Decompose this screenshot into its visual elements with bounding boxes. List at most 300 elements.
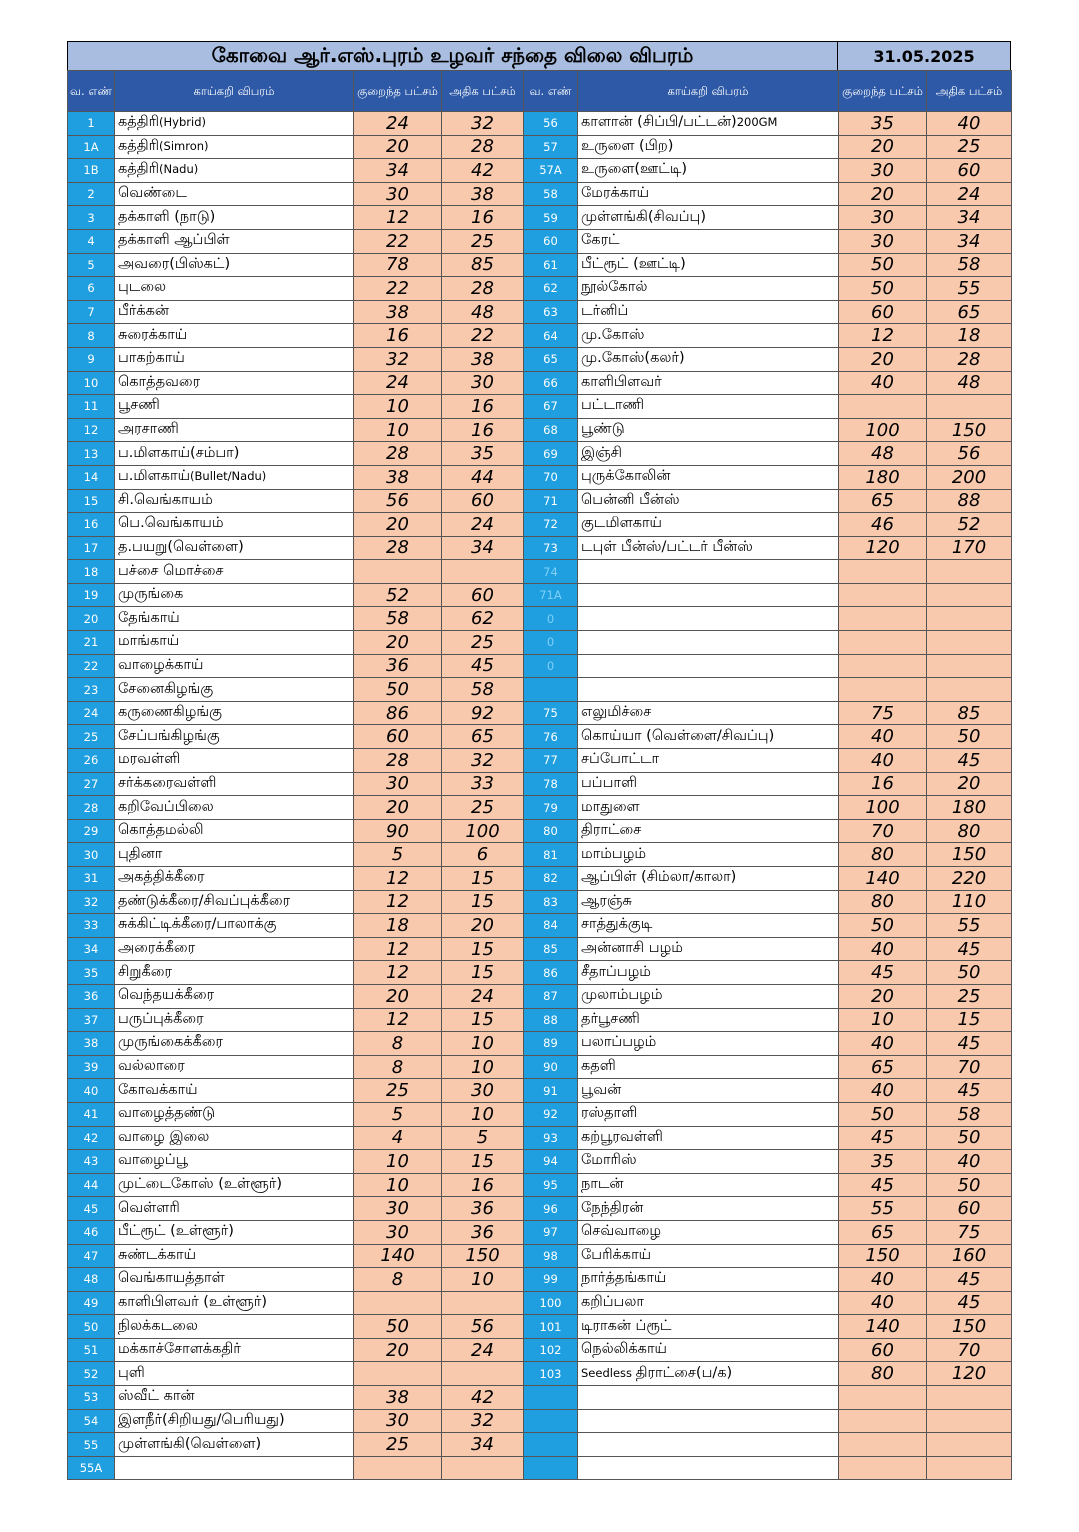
cell-text: வாழைப்பூ — [118, 1152, 188, 1169]
item-name — [578, 560, 839, 584]
cell-text: 30 — [386, 1198, 409, 1220]
min-price — [354, 465, 442, 489]
cell-text: ஆப்பிள் (சிம்லா/காலா) — [581, 869, 737, 886]
max-price — [442, 1315, 524, 1339]
item-name — [115, 347, 354, 371]
item-name — [115, 678, 354, 702]
serial-number — [524, 1079, 578, 1103]
max-price — [442, 867, 524, 891]
cell-text: 55 — [871, 1198, 894, 1220]
cell-text: 10 — [471, 1103, 494, 1125]
item-name — [115, 112, 354, 136]
item-name — [578, 112, 839, 136]
cell-text: 170 — [951, 537, 987, 559]
max-price — [442, 135, 524, 159]
max-price — [442, 819, 524, 843]
max-price — [442, 890, 524, 914]
item-name — [578, 937, 839, 961]
cell-text: நூல்கோல் — [581, 279, 648, 296]
cell-text: சர்க்கரைவள்ளி — [118, 774, 217, 791]
max-price — [442, 1032, 524, 1056]
table-row — [68, 1126, 1012, 1150]
table-row — [68, 654, 1012, 678]
cell-text: 150 — [951, 419, 987, 441]
cell-text: 80 — [871, 891, 894, 913]
cell-text: 55A — [79, 1461, 103, 1476]
item-name — [115, 465, 354, 489]
cell-text: 57 — [543, 139, 558, 154]
cell-text: 48 — [471, 301, 494, 323]
cell-text: 22 — [83, 658, 99, 673]
min-price — [839, 961, 927, 985]
table-row — [68, 324, 1012, 348]
cell-text: முள்ளங்கி(சிவப்பு) — [581, 208, 706, 225]
min-price — [354, 914, 442, 938]
cell-text: 50 — [871, 914, 894, 936]
min-price — [839, 1102, 927, 1126]
min-price — [354, 1456, 442, 1480]
cell-text: 86 — [543, 965, 558, 980]
cell-text: 92 — [543, 1107, 558, 1122]
serial-number — [524, 1032, 578, 1056]
max-price — [927, 654, 1012, 678]
cell-text: சுக்கிட்டிக்கீரை/பாலாக்கு — [118, 916, 277, 933]
serial-number — [68, 1126, 115, 1150]
min-price — [354, 1032, 442, 1056]
cell-text: புருக்கோலின் — [581, 468, 671, 485]
cell-text: 200 — [951, 466, 987, 488]
serial-number — [68, 843, 115, 867]
max-price — [927, 277, 1012, 301]
table-row — [68, 1102, 1012, 1126]
item-name — [578, 914, 839, 938]
serial-number — [524, 937, 578, 961]
cell-text: ப.மிளகாய் — [118, 468, 191, 485]
serial-number — [68, 513, 115, 537]
cell-text: 60 — [386, 726, 409, 748]
max-price — [927, 1032, 1012, 1056]
serial-number — [68, 772, 115, 796]
item-name — [115, 867, 354, 891]
serial-number — [68, 725, 115, 749]
cell-text: வாழைத்தண்டு — [118, 1105, 216, 1122]
table-row — [68, 347, 1012, 371]
cell-text: 0 — [546, 635, 555, 650]
table-row — [68, 182, 1012, 206]
min-price — [839, 1362, 927, 1386]
cell-text: 25 — [83, 729, 99, 744]
serial-number — [68, 465, 115, 489]
cell-text: 16 — [871, 773, 894, 795]
max-price — [442, 159, 524, 183]
cell-text: 65 — [543, 352, 558, 367]
serial-number — [68, 654, 115, 678]
cell-text: 40 — [957, 112, 981, 134]
cell-text: 20 — [871, 985, 894, 1007]
cell-text: பீர்க்கன் — [118, 303, 169, 320]
cell-text: 65 — [957, 301, 981, 323]
item-name — [578, 347, 839, 371]
cell-text: 45 — [957, 938, 981, 960]
item-name — [578, 536, 839, 560]
cell-text: 20 — [386, 797, 409, 819]
table-row — [68, 489, 1012, 513]
cell-text: நாடன் — [581, 1176, 624, 1193]
cell-text: 60 — [471, 584, 494, 606]
cell-text: 5 — [87, 257, 95, 272]
min-price — [354, 489, 442, 513]
min-price — [839, 678, 927, 702]
max-price — [927, 1338, 1012, 1362]
min-price — [354, 725, 442, 749]
serial-number — [524, 229, 578, 253]
cell-text: 82 — [543, 871, 558, 886]
min-price — [839, 206, 927, 230]
cell-text: நெல்லிக்காய் — [581, 1341, 667, 1358]
cell-text: 44 — [471, 466, 494, 488]
cell-text: 100 — [539, 1295, 562, 1310]
max-price — [927, 442, 1012, 466]
cell-text: 30 — [871, 159, 894, 181]
min-price — [354, 300, 442, 324]
table-row — [68, 890, 1012, 914]
item-name — [115, 1055, 354, 1079]
cell-text: அரைக்கீரை — [118, 940, 196, 957]
table-row — [68, 631, 1012, 655]
cell-text: 10 — [386, 1174, 409, 1196]
cell-text: மு.கோஸ் — [581, 326, 645, 343]
cell-text: 12 — [83, 423, 99, 438]
cell-text: 70 — [957, 1339, 981, 1361]
cell-text: 20 — [871, 183, 894, 205]
table-row — [68, 395, 1012, 419]
serial-number — [68, 300, 115, 324]
cell-text: 34 — [957, 207, 981, 229]
cell-text: 38 — [471, 348, 494, 370]
min-price — [839, 1338, 927, 1362]
cell-text: 100 — [465, 820, 500, 842]
cell-text: 40 — [83, 1083, 99, 1098]
serial-number — [68, 1079, 115, 1103]
header-sno: வ. எண் — [524, 71, 578, 112]
cell-text: மக்காச்சோளக்கதிர் — [118, 1341, 241, 1358]
table-row — [68, 536, 1012, 560]
serial-number — [68, 631, 115, 655]
cell-text: 16 — [386, 325, 409, 347]
serial-number — [68, 324, 115, 348]
max-price — [442, 1338, 524, 1362]
min-price — [839, 112, 927, 136]
cell-text: 10 — [471, 1056, 494, 1078]
item-name — [115, 513, 354, 537]
cell-text: 79 — [543, 800, 558, 815]
min-price — [354, 1197, 442, 1221]
item-name — [578, 631, 839, 655]
cell-text: 45 — [871, 962, 894, 984]
max-price — [927, 772, 1012, 796]
table-row — [68, 1197, 1012, 1221]
item-name — [578, 1315, 839, 1339]
cell-text: 15 — [471, 1009, 494, 1031]
cell-text: 67 — [543, 399, 558, 414]
cell-text: 38 — [471, 183, 494, 205]
cell-text: 62 — [543, 281, 558, 296]
cell-text: 28 — [471, 277, 494, 299]
cell-text: 30 — [471, 372, 494, 394]
cell-text: 6 — [476, 844, 489, 866]
max-price — [442, 583, 524, 607]
header-max: அதிக பட்சம் — [927, 71, 1012, 112]
max-price — [927, 1173, 1012, 1197]
cell-text: 58 — [386, 608, 409, 630]
title-bar — [67, 41, 1011, 70]
cell-text: 10 — [471, 1032, 494, 1054]
max-price — [927, 867, 1012, 891]
item-name — [578, 678, 839, 702]
cell-text: 98 — [543, 1248, 558, 1263]
cell-text: 30 — [386, 183, 409, 205]
cell-text: 70 — [543, 470, 558, 485]
cell-text: 20 — [386, 513, 409, 535]
cell-text: 25 — [957, 985, 981, 1007]
min-price — [839, 607, 927, 631]
cell-text: புடலை — [118, 279, 167, 296]
max-price — [927, 984, 1012, 1008]
min-price — [839, 395, 927, 419]
serial-number — [68, 1008, 115, 1032]
cell-text: கத்திரி — [118, 161, 160, 178]
table-row — [68, 229, 1012, 253]
cell-text: 32 — [471, 112, 494, 134]
item-name — [115, 135, 354, 159]
max-price — [442, 1197, 524, 1221]
cell-text: 65 — [471, 726, 494, 748]
item-name — [115, 1338, 354, 1362]
item-name — [578, 324, 839, 348]
table-row — [68, 1362, 1012, 1386]
table-row — [68, 1268, 1012, 1292]
item-note: (Hybrid) — [159, 115, 206, 130]
item-name — [115, 536, 354, 560]
cell-text: 45 — [957, 1080, 981, 1102]
item-name — [578, 135, 839, 159]
cell-text: 140 — [865, 1316, 900, 1338]
serial-number — [524, 253, 578, 277]
max-price — [442, 1362, 524, 1386]
item-note: (Bullet/Nadu) — [190, 469, 267, 484]
max-price — [927, 253, 1012, 277]
min-price — [354, 890, 442, 914]
cell-text: திராட்சை(ப/க) — [635, 1364, 733, 1381]
cell-text: பீட்ரூட் (ஊட்டி) — [581, 255, 686, 272]
item-name — [578, 1244, 839, 1268]
max-price — [927, 1008, 1012, 1032]
serial-number — [524, 560, 578, 584]
cell-text: மு.கோஸ்(கலர்) — [581, 350, 685, 367]
cell-text: காளிபிளவர் (உள்ளூர்) — [118, 1293, 268, 1310]
cell-text: 160 — [951, 1245, 987, 1267]
cell-text: கறிப்பலா — [581, 1293, 644, 1310]
cell-text: முலாம்பழம் — [581, 987, 663, 1004]
item-name — [115, 984, 354, 1008]
cell-text: 45 — [871, 1127, 894, 1149]
cell-text: மாதுளை — [581, 798, 640, 815]
item-name — [578, 701, 839, 725]
serial-number — [524, 442, 578, 466]
min-price — [354, 324, 442, 348]
serial-number — [524, 1150, 578, 1174]
max-price — [442, 984, 524, 1008]
serial-number — [68, 182, 115, 206]
cell-text: வல்லாரை — [118, 1058, 185, 1075]
table-row — [68, 607, 1012, 631]
serial-number — [68, 1315, 115, 1339]
cell-text: 44 — [83, 1178, 99, 1193]
item-name — [115, 583, 354, 607]
serial-number — [68, 1173, 115, 1197]
serial-number — [524, 1291, 578, 1315]
table-row — [68, 1079, 1012, 1103]
serial-number — [68, 1032, 115, 1056]
cell-text: 20 — [871, 136, 894, 158]
cell-text: 120 — [951, 1363, 987, 1385]
cell-text: 15 — [471, 867, 494, 889]
serial-number — [68, 749, 115, 773]
cell-text: 80 — [871, 1363, 894, 1385]
max-price — [442, 324, 524, 348]
cell-text: 35 — [471, 443, 494, 465]
serial-number — [68, 1055, 115, 1079]
max-price — [442, 229, 524, 253]
min-price — [354, 277, 442, 301]
cell-text: 10 — [386, 419, 409, 441]
item-name — [115, 914, 354, 938]
cell-text: 15 — [471, 962, 494, 984]
cell-text: தர்பூசணி — [581, 1010, 640, 1027]
item-name — [115, 937, 354, 961]
max-price — [927, 1126, 1012, 1150]
min-price — [839, 347, 927, 371]
item-name — [578, 654, 839, 678]
cell-text: 71 — [543, 493, 558, 508]
cell-text: 28 — [83, 800, 99, 815]
cell-text: 78 — [543, 776, 558, 791]
max-price — [927, 1055, 1012, 1079]
min-price — [839, 1055, 927, 1079]
cell-text: அன்னாசி பழம் — [581, 940, 683, 957]
cell-text: 30 — [83, 847, 99, 862]
max-price — [442, 1173, 524, 1197]
max-price — [442, 1409, 524, 1433]
serial-number — [524, 418, 578, 442]
cell-text: காளான் (சிப்பி/பட்டன்) — [581, 114, 737, 131]
cell-text: கொத்தமல்லி — [118, 822, 204, 839]
max-price — [927, 843, 1012, 867]
serial-number — [68, 867, 115, 891]
table-row — [68, 371, 1012, 395]
max-price — [442, 395, 524, 419]
cell-text: 50 — [871, 1103, 894, 1125]
min-price — [839, 843, 927, 867]
min-price — [354, 1055, 442, 1079]
min-price — [839, 182, 927, 206]
cell-text: புதினா — [118, 845, 163, 862]
cell-text: 62 — [471, 608, 494, 630]
min-price — [354, 1268, 442, 1292]
min-price — [354, 1409, 442, 1433]
item-name — [115, 1268, 354, 1292]
cell-text: பப்பாளி — [581, 774, 637, 791]
cell-text: பட்டாணி — [581, 397, 645, 414]
max-price — [927, 749, 1012, 773]
serial-number — [524, 749, 578, 773]
cell-text: 102 — [539, 1343, 562, 1358]
cell-text: 60 — [871, 1339, 894, 1361]
cell-text: 43 — [83, 1154, 99, 1169]
item-name — [115, 701, 354, 725]
cell-text: 32 — [471, 749, 494, 771]
min-price — [354, 1079, 442, 1103]
cell-text: 16 — [83, 517, 99, 532]
cell-text: பூவன் — [581, 1081, 622, 1098]
cell-text: வெந்தயக்கீரை — [118, 987, 215, 1004]
cell-text: திராட்சை — [581, 822, 642, 839]
item-name — [578, 277, 839, 301]
serial-number — [524, 324, 578, 348]
item-name — [578, 772, 839, 796]
min-price — [839, 1386, 927, 1410]
cell-text: 5 — [391, 844, 404, 866]
cell-text: 90 — [543, 1060, 558, 1075]
cell-text: 80 — [543, 824, 558, 839]
max-price — [442, 725, 524, 749]
min-price — [839, 135, 927, 159]
cell-text: 34 — [83, 942, 99, 957]
max-price — [442, 560, 524, 584]
item-name — [578, 1433, 839, 1457]
min-price — [354, 536, 442, 560]
cell-text: 20 — [386, 985, 409, 1007]
cell-text: 65 — [871, 490, 894, 512]
cell-text: 120 — [865, 537, 900, 559]
cell-text: 12 — [386, 1009, 409, 1031]
max-price — [927, 678, 1012, 702]
max-price — [927, 1102, 1012, 1126]
max-price — [442, 536, 524, 560]
max-price — [442, 182, 524, 206]
item-name — [115, 229, 354, 253]
cell-text: 4 — [87, 234, 95, 249]
cell-text: 34 — [471, 537, 494, 559]
cell-text: 50 — [871, 277, 894, 299]
cell-text: கோவக்காய் — [118, 1081, 198, 1098]
item-name — [578, 442, 839, 466]
max-price — [927, 631, 1012, 655]
cell-text: பருப்புக்கீரை — [118, 1010, 204, 1027]
item-name — [578, 159, 839, 183]
min-price — [354, 442, 442, 466]
item-name — [578, 867, 839, 891]
serial-number — [524, 1244, 578, 1268]
serial-number — [524, 984, 578, 1008]
cell-text: பேரிக்காய் — [581, 1246, 652, 1263]
cell-text: 46 — [83, 1225, 99, 1240]
max-price — [927, 465, 1012, 489]
date-label: 31.05.2025 — [838, 42, 1010, 70]
serial-number — [68, 489, 115, 513]
min-price — [354, 395, 442, 419]
max-price — [442, 206, 524, 230]
